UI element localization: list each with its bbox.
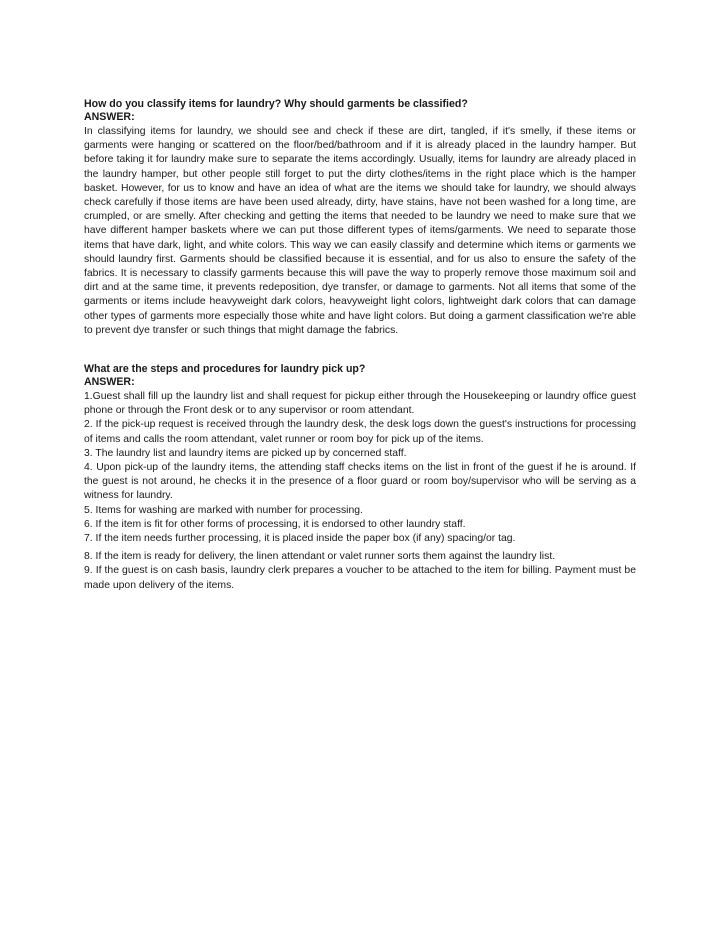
step-item: 5. Items for washing are marked with number for processing. [84, 504, 363, 516]
answer-label: ANSWER: [84, 111, 135, 123]
step-item: 7. If the item needs further processing, it is placed inside the paper box (if any) spacing/or tag. [84, 533, 516, 545]
step-item: 3. The laundry list and laundry items are picked up by concerned staff. [84, 447, 407, 459]
question-heading: What are the steps and procedures for laundry pick up? [84, 363, 366, 376]
document-page [84, 98, 636, 593]
answer-label: ANSWER: [84, 376, 135, 389]
step-item: 6. If the item is fit for other forms of processing, it is endorsed to other laundry staff. [84, 518, 466, 530]
step-item: 9. If the guest is on cash basis, laundry clerk prepares a voucher to be attached to the item for billing. Payment must be made upon delivery of the items. [84, 565, 636, 591]
step-item: 1.Guest shall fill up the laundry list and shall request for pickup either through the Housekeeping or laundry office guest phone or through the Front desk or to any supervisor or room attendant. [84, 391, 636, 417]
question-section-pickup [84, 363, 636, 593]
step-item: 8. If the item is ready for delivery, the linen attendant or valet runner sorts them against the laundry list. [84, 551, 556, 563]
answer-paragraph: In classifying items for laundry, we should see and check if these are dirt, tangled, if it's smelly, if these items or garments were hanging or scattered on the floor/bed/bathroom and if it is already placed in the laundry hamper. But before taking it for laundry make sure to separate the items accordingly. Usually, items for laundry are already placed in the laundry hamper, but other people still forget to put the dirty clothes/items in the right place which is the hamper basket. However, for us to know and have an idea of what are the items we should take for laundry, we should always check carefully if those items are have been used already, dirty, have stains, have not been washed for a long time, are crumpled, or are smelly. After checking and getting the items that needed to be laundry we need to make sure that we have different hamper baskets where we can put those different types of items/garments. We need to separate those items that have dark, light, and white colors. This way we can easily classify and determine which items or garments we should laundry first. Garments should be classified because it is essential, and for us also to ensure the safety of the fabrics. It is necessary to classify garments because this will pave the way to properly remove those maximum soil and dirt and at the same time, it prevents redeposition, dye transfer, or damage to garments. Not all items that some of the garments or items include heavyweight dark colors, heavyweight light colors, lightweight dark colors that can damage other types of garments more especially those white and have light colors. But doing a garment classification we're able to prevent dye transfer or such things that might damage the fabrics. [84, 126, 636, 336]
step-item: 4. Upon pick-up of the laundry items, the attending staff checks items on the list in front of the guest if he is around. If the guest is not around, he checks it in the presence of a floor guard or room boy/supervisor who will be serving as a witness for laundry. [84, 462, 636, 502]
question-section-classify [84, 98, 636, 338]
step-item: 2. If the pick-up request is received through the laundry desk, the desk logs down the guest's instructions for processing of items and calls the room attendant, valet runner or room boy for pick up of the items. [84, 419, 636, 445]
question-heading: How do you classify items for laundry? Why should garments be classified? [84, 98, 468, 110]
